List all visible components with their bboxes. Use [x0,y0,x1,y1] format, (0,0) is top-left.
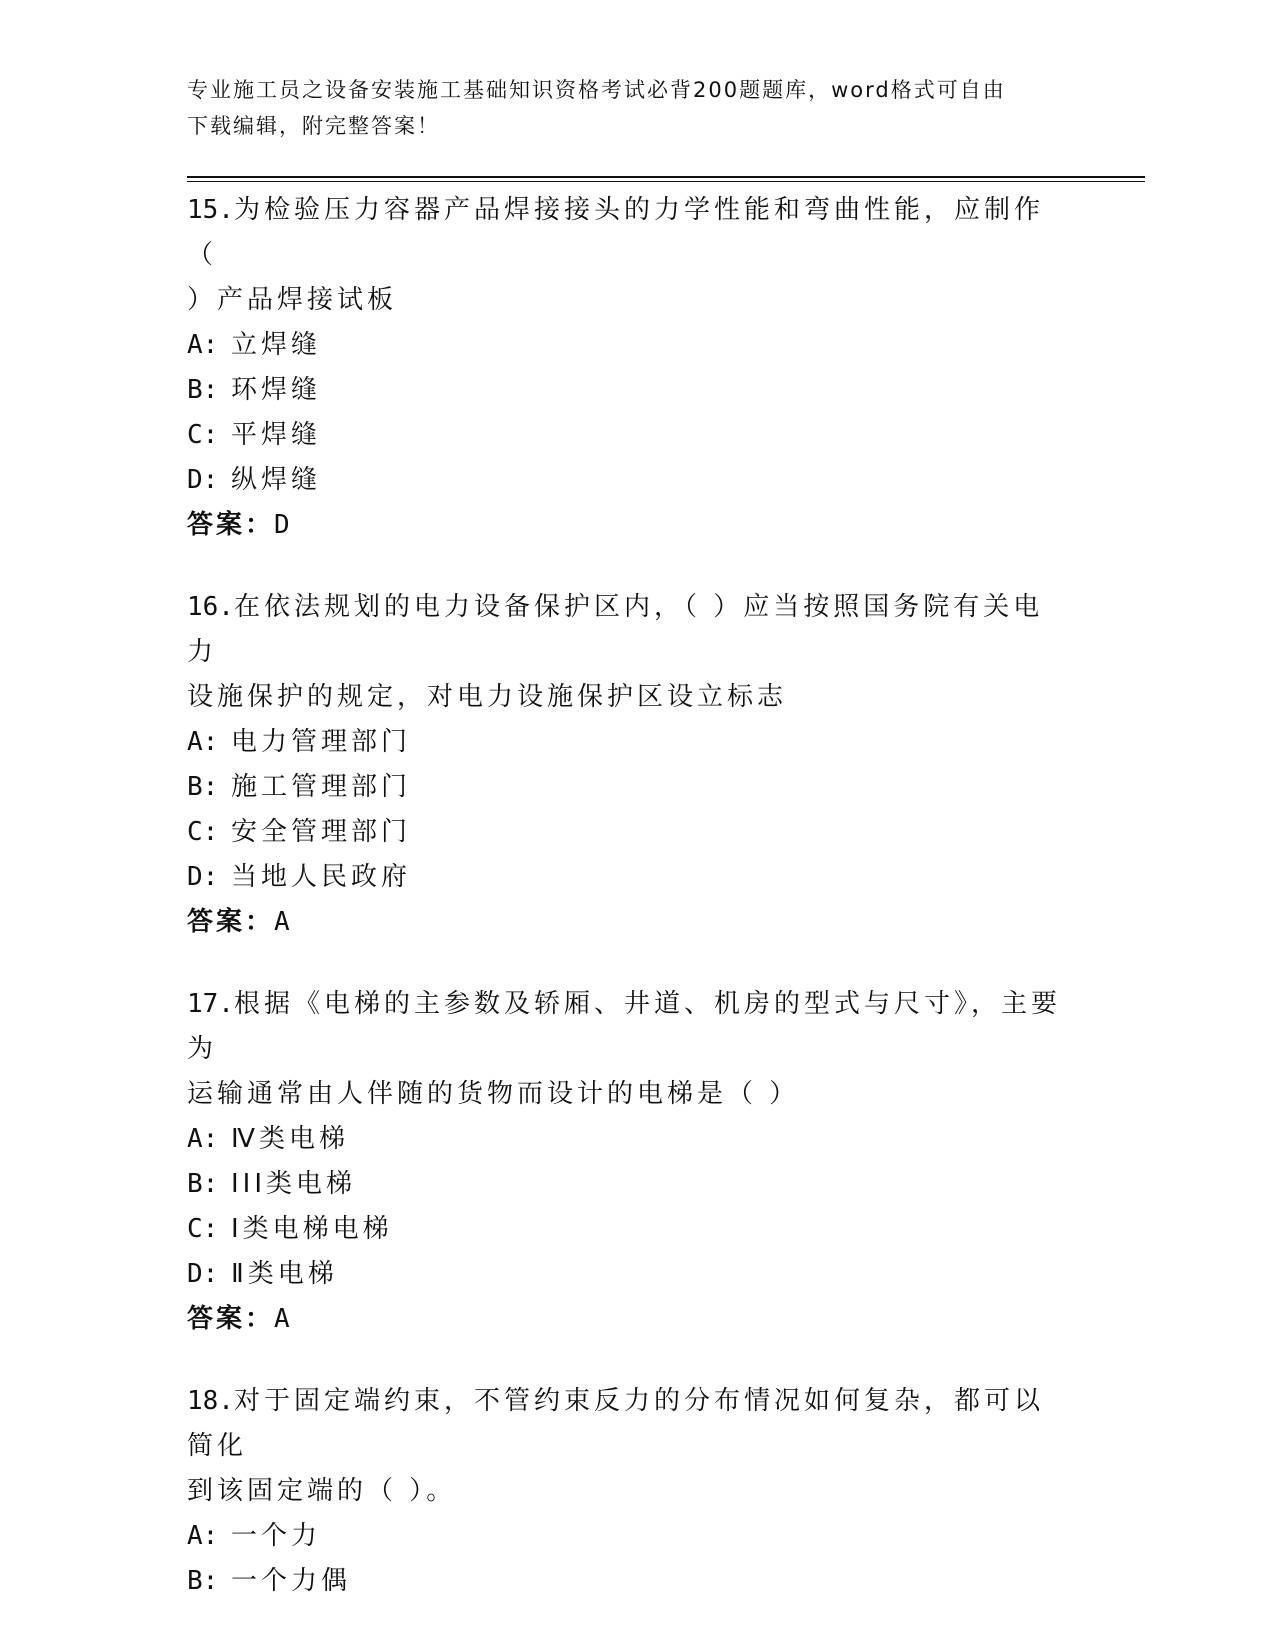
option-letter: D: [187,465,219,495]
option-text: 环焊缝 [231,375,322,405]
answer-value: A [274,907,293,937]
option-d [187,1252,1087,1297]
option-letter: A: [187,330,219,360]
question-18 [187,1379,1087,1604]
answer-line [187,503,1087,548]
option-a [187,1117,1087,1162]
question-stem [187,1379,1067,1514]
option-letter: A: [187,727,219,757]
option-letter: D: [187,1259,219,1289]
question-15 [187,188,1087,548]
question-16 [187,585,1087,945]
header-divider-thin [187,181,1145,182]
question-stem-line-2: 运输通常由人伴随的货物而设计的电梯是（ ） [187,1079,800,1109]
question-number: 18. [187,1386,234,1416]
option-c [187,413,1087,458]
question-stem-line-1: 为检验压力容器产品焊接接头的力学性能和弯曲性能，应制作（ [187,195,1044,270]
option-text: III类电梯 [231,1169,357,1199]
option-b [187,1162,1087,1207]
question-number: 15. [187,195,234,225]
question-stem [187,585,1067,720]
question-stem [187,982,1067,1117]
option-text: 施工管理部门 [231,772,412,802]
answer-line [187,1297,1087,1342]
option-text: 一个力偶 [231,1566,352,1596]
option-b [187,765,1087,810]
question-stem-line-1: 根据《电梯的主参数及轿厢、井道、机房的型式与尺寸》，主要为 [187,989,1061,1064]
option-d [187,855,1087,900]
question-stem-line-2: 设施保护的规定，对电力设施保护区设立标志 [187,682,788,712]
option-letter: B: [187,1566,219,1596]
option-letter: C: [187,1214,219,1244]
answer-label: 答案： [187,510,275,540]
option-text: Ⅱ类电梯 [231,1259,338,1289]
option-c [187,1207,1087,1252]
question-17 [187,982,1087,1342]
option-letter: A: [187,1124,219,1154]
answer-label: 答案： [187,907,275,937]
question-list [187,188,1087,1641]
option-letter: C: [187,817,219,847]
option-letter: A: [187,1521,219,1551]
option-b [187,368,1087,413]
option-a [187,323,1087,368]
answer-label: 答案： [187,1304,275,1334]
option-letter: D: [187,862,219,892]
option-text: 平焊缝 [231,420,322,450]
option-text: 电力管理部门 [231,727,412,757]
option-c [187,810,1087,855]
option-text: 安全管理部门 [231,817,412,847]
document-header [187,72,1067,144]
question-stem-line-2: ）产品焊接试板 [187,285,398,315]
option-text: 当地人民政府 [231,862,412,892]
option-d [187,458,1087,503]
question-number: 16. [187,592,234,622]
question-number: 17. [187,989,234,1019]
option-text: 一个力 [231,1521,322,1551]
option-b [187,1559,1087,1604]
option-text: 立焊缝 [231,330,322,360]
question-stem [187,188,1067,323]
option-a [187,1514,1087,1559]
answer-line [187,900,1087,945]
header-line-2: 下载编辑，附完整答案！ [187,114,440,138]
question-stem-line-2: 到该固定端的（ ）。 [187,1476,457,1506]
option-letter: B: [187,375,219,405]
option-text: Ⅳ类电梯 [231,1124,349,1154]
option-letter: B: [187,1169,219,1199]
option-text: 纵焊缝 [231,465,322,495]
option-letter: B: [187,772,219,802]
option-a [187,720,1087,765]
question-stem-line-1: 在依法规划的电力设备保护区内，（ ）应当按照国务院有关电力 [187,592,1044,667]
header-divider-thick [187,176,1145,178]
question-stem-line-1: 对于固定端约束，不管约束反力的分布情况如何复杂，都可以简化 [187,1386,1044,1461]
option-text: Ⅰ类电梯电梯 [231,1214,393,1244]
answer-value: D [274,510,293,540]
option-letter: C: [187,420,219,450]
answer-value: A [274,1304,293,1334]
header-line-1: 专业施工员之设备安装施工基础知识资格考试必背200题题库，word格式可自由 [187,78,1006,102]
